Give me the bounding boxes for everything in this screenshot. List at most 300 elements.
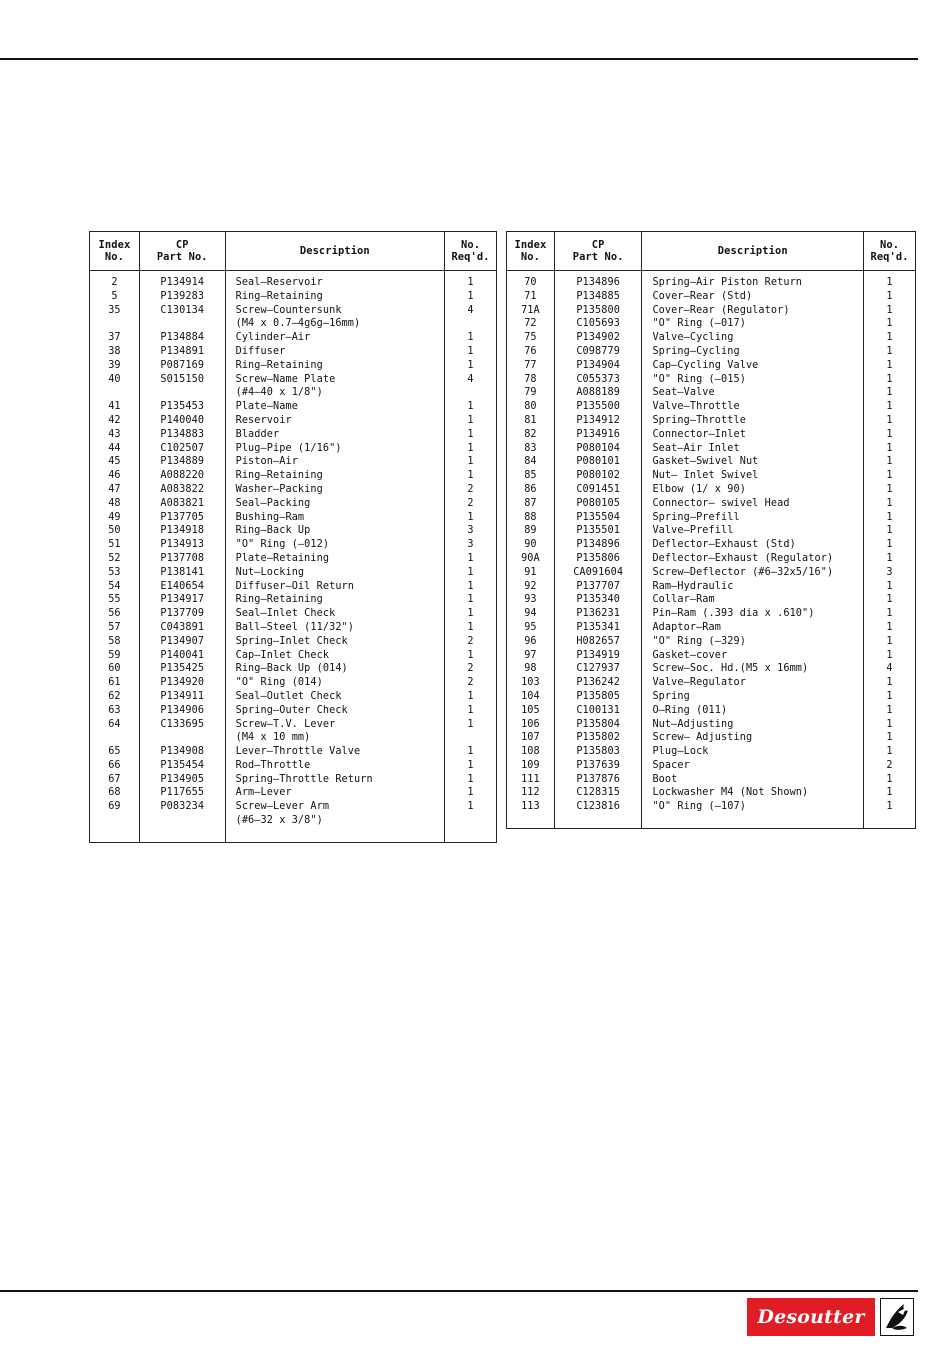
- table-row: [90, 800, 497, 842]
- description-cell: [225, 511, 444, 525]
- qty-cell: 1: [445, 552, 497, 566]
- qty-cell: 2: [445, 662, 497, 676]
- qty-cell: 1: [445, 400, 497, 414]
- description-cell: [225, 786, 444, 800]
- description-cell: [225, 290, 444, 304]
- qty-cell: 1: [864, 800, 916, 828]
- index-cell: 57: [108, 621, 121, 633]
- description-line: Valve–Prefill: [652, 525, 734, 537]
- part-no-cell: P135806: [554, 552, 642, 566]
- index-cell: 112: [521, 787, 540, 799]
- qty-cell: 1: [864, 400, 916, 414]
- part-no-cell: P080104: [554, 442, 642, 456]
- qty-cell: 1: [445, 580, 497, 594]
- index-cell: 54: [108, 580, 121, 592]
- index-cell: 5: [111, 290, 118, 302]
- qty-cell: 1: [864, 290, 916, 304]
- table-row: [90, 271, 497, 290]
- index-cell: 82: [524, 428, 537, 440]
- qty-cell: 1: [864, 345, 916, 359]
- index-cell: 107: [521, 732, 540, 744]
- description-cell: [642, 566, 864, 580]
- index-cell: 60: [108, 663, 121, 675]
- part-no-cell: P083234: [139, 800, 225, 842]
- logo-red-box: [747, 1298, 875, 1336]
- qty-cell: 1: [445, 455, 497, 469]
- index-cell: 72: [524, 318, 537, 330]
- description-cell: [642, 511, 864, 525]
- table-row: [90, 524, 497, 538]
- description-cell: [225, 704, 444, 718]
- part-no-cell: P134912: [554, 414, 642, 428]
- description-cell: [642, 331, 864, 345]
- description-line: Spring–Air Piston Return: [652, 277, 803, 288]
- description-line: Piston–Air: [235, 456, 298, 468]
- index-cell: 89: [524, 525, 537, 537]
- description-cell: [642, 635, 864, 649]
- description-line: Spacer: [652, 759, 690, 771]
- description-cell: [642, 580, 864, 594]
- qty-cell: 1: [445, 745, 497, 759]
- qty-cell: 1: [864, 690, 916, 704]
- part-no-cell: P134911: [139, 690, 225, 704]
- table-row: [507, 690, 916, 704]
- table-row: [90, 373, 497, 401]
- header-qty: No. Req'd.: [864, 232, 916, 271]
- index-cell: 67: [108, 773, 121, 785]
- index-cell: 66: [108, 759, 121, 771]
- qty-cell: 1: [864, 497, 916, 511]
- table-row: [90, 704, 497, 718]
- description-line: Lever–Throttle Valve: [235, 746, 361, 758]
- description-line: Elbow (1/ x 90): [652, 483, 746, 495]
- description-line: Boot: [652, 773, 678, 785]
- qty-cell: 1: [864, 304, 916, 318]
- description-line: Screw– Adjusting: [652, 732, 753, 744]
- qty-cell: 1: [445, 800, 497, 842]
- index-cell: 61: [108, 677, 121, 689]
- qty-cell: 1: [864, 317, 916, 331]
- header-rule: [0, 58, 918, 60]
- table-row: [90, 566, 497, 580]
- table-row: [507, 469, 916, 483]
- index-cell: 69: [108, 801, 121, 813]
- description-cell: [225, 745, 444, 759]
- index-cell: 53: [108, 566, 121, 578]
- part-no-cell: P134905: [139, 773, 225, 787]
- qty-cell: 1: [864, 469, 916, 483]
- description-cell: [642, 469, 864, 483]
- description-cell: [642, 538, 864, 552]
- description-cell: [642, 400, 864, 414]
- index-cell: 68: [108, 787, 121, 799]
- qty-cell: 1: [864, 538, 916, 552]
- description-cell: [642, 428, 864, 442]
- description-cell: [642, 759, 864, 773]
- description-line: Ring–Back Up: [235, 525, 311, 537]
- description-cell: [642, 662, 864, 676]
- description-cell: [225, 414, 444, 428]
- description-cell: [642, 304, 864, 318]
- description-cell: [642, 345, 864, 359]
- part-no-cell: P080102: [554, 469, 642, 483]
- index-cell: 52: [108, 552, 121, 564]
- table-row: [507, 345, 916, 359]
- table-row: [90, 552, 497, 566]
- table-row: [90, 649, 497, 663]
- index-cell: 84: [524, 456, 537, 468]
- table-row: [507, 704, 916, 718]
- part-no-cell: P135803: [554, 745, 642, 759]
- description-detail-line: (#6–32 x 3/8"): [235, 815, 323, 827]
- qty-cell: 1: [445, 345, 497, 359]
- part-no-cell: P135804: [554, 718, 642, 732]
- description-detail-line: (#4–40 x 1/8"): [235, 387, 323, 399]
- table-row: [90, 331, 497, 345]
- part-no-cell: P136231: [554, 607, 642, 621]
- part-no-cell: P135802: [554, 731, 642, 745]
- logo-wordmark: Desoutter: [757, 1306, 865, 1328]
- table-row: [507, 304, 916, 318]
- table-row: [507, 745, 916, 759]
- table-row: [90, 442, 497, 456]
- table-row: [507, 607, 916, 621]
- qty-cell: 1: [864, 386, 916, 400]
- qty-cell: 1: [864, 593, 916, 607]
- qty-cell: 1: [864, 271, 916, 290]
- description-cell: [642, 593, 864, 607]
- table-row: [507, 290, 916, 304]
- qty-cell: 1: [864, 745, 916, 759]
- part-no-cell: A083822: [139, 483, 225, 497]
- description-line: Gasket–Swivel Nut: [652, 456, 759, 468]
- description-line: "O" Ring (–015): [652, 373, 746, 385]
- table-row: [507, 649, 916, 663]
- qty-cell: 1: [445, 773, 497, 787]
- part-no-cell: P134908: [139, 745, 225, 759]
- description-line: Cap–Cycling Valve: [652, 359, 759, 371]
- description-cell: [225, 635, 444, 649]
- part-no-cell: P137705: [139, 511, 225, 525]
- table-row: [90, 690, 497, 704]
- qty-cell: 1: [864, 704, 916, 718]
- header-index: Index No.: [507, 232, 555, 271]
- description-cell: [225, 690, 444, 704]
- description-cell: [642, 690, 864, 704]
- table-row: [90, 469, 497, 483]
- part-no-cell: C091451: [554, 483, 642, 497]
- description-cell: [225, 552, 444, 566]
- description-line: Ring–Retaining: [235, 290, 323, 302]
- index-cell: 103: [521, 677, 540, 689]
- part-no-cell: P137708: [139, 552, 225, 566]
- index-cell: 55: [108, 594, 121, 606]
- index-cell: 37: [108, 332, 121, 344]
- table-row: [90, 290, 497, 304]
- description-cell: [225, 538, 444, 552]
- table-row: [90, 593, 497, 607]
- description-line: O–Ring (011): [652, 704, 728, 716]
- table-row: [507, 800, 916, 828]
- description-line: Seal–Reservoir: [235, 277, 323, 288]
- description-line: "O" Ring (–017): [652, 318, 746, 330]
- description-line: Seal–Outlet Check: [235, 690, 342, 702]
- table-row: [90, 428, 497, 442]
- index-cell: 45: [108, 456, 121, 468]
- index-cell: 47: [108, 483, 121, 495]
- part-no-cell: P134906: [139, 704, 225, 718]
- qty-cell: 4: [445, 373, 497, 401]
- part-no-cell: P134916: [554, 428, 642, 442]
- index-cell: 88: [524, 511, 537, 523]
- table-row: [507, 773, 916, 787]
- table-header-row: [507, 232, 916, 271]
- description-line: Seat–Valve: [652, 387, 715, 399]
- index-cell: 78: [524, 373, 537, 385]
- description-detail-line: (M4 x 0.7–4g6g–16mm): [235, 318, 361, 330]
- qty-cell: 3: [864, 566, 916, 580]
- table-row: [90, 718, 497, 746]
- part-no-cell: P135341: [554, 621, 642, 635]
- qty-cell: 1: [864, 676, 916, 690]
- table-row: [90, 483, 497, 497]
- part-no-cell: P134904: [554, 359, 642, 373]
- index-cell: 50: [108, 525, 121, 537]
- qty-cell: 1: [445, 271, 497, 290]
- description-cell: [642, 773, 864, 787]
- parts-table-left: [89, 231, 497, 843]
- qty-cell: 1: [864, 649, 916, 663]
- part-no-cell: P137709: [139, 607, 225, 621]
- table-row: [507, 414, 916, 428]
- table-row: [507, 317, 916, 331]
- description-line: Cover–Rear (Std): [652, 290, 753, 302]
- part-no-cell: P140041: [139, 649, 225, 663]
- index-cell: 44: [108, 442, 121, 454]
- description-cell: [225, 304, 444, 332]
- description-line: Valve–Cycling: [652, 332, 734, 344]
- index-cell: 98: [524, 663, 537, 675]
- table-row: [507, 271, 916, 290]
- part-no-cell: P134919: [554, 649, 642, 663]
- description-cell: [642, 731, 864, 745]
- description-cell: [225, 649, 444, 663]
- part-no-cell: P134884: [139, 331, 225, 345]
- description-cell: [642, 386, 864, 400]
- description-line: Nut–Locking: [235, 566, 305, 578]
- qty-cell: 2: [445, 497, 497, 511]
- description-line: Spring–Cycling: [652, 345, 740, 357]
- table-row: [90, 580, 497, 594]
- description-cell: [642, 442, 864, 456]
- table-row: [507, 731, 916, 745]
- qty-cell: 1: [864, 455, 916, 469]
- description-line: Spring: [652, 690, 690, 702]
- header-index: Index No.: [90, 232, 140, 271]
- qty-cell: 2: [445, 635, 497, 649]
- description-line: Collar–Ram: [652, 594, 715, 606]
- part-no-cell: P135504: [554, 511, 642, 525]
- description-line: Valve–Throttle: [652, 401, 740, 413]
- part-no-cell: P137876: [554, 773, 642, 787]
- description-cell: [225, 497, 444, 511]
- part-no-cell: A088220: [139, 469, 225, 483]
- table-row: [507, 483, 916, 497]
- description-line: "O" Ring (014): [235, 677, 323, 689]
- description-cell: [642, 497, 864, 511]
- qty-cell: 1: [864, 635, 916, 649]
- description-line: Cylinder–Air: [235, 332, 311, 344]
- description-line: Ball–Steel (11/32"): [235, 621, 355, 633]
- description-line: Ring–Retaining: [235, 359, 323, 371]
- part-no-cell: P135454: [139, 759, 225, 773]
- index-cell: 108: [521, 746, 540, 758]
- qty-cell: 1: [445, 593, 497, 607]
- part-no-cell: P087169: [139, 359, 225, 373]
- index-cell: 77: [524, 359, 537, 371]
- index-cell: 35: [108, 304, 121, 316]
- table-row: [507, 759, 916, 773]
- index-cell: 58: [108, 635, 121, 647]
- description-line: Seat–Air Inlet: [652, 442, 740, 454]
- description-line: Bladder: [235, 428, 280, 440]
- index-cell: 97: [524, 649, 537, 661]
- part-no-cell: P135805: [554, 690, 642, 704]
- table-row: [90, 773, 497, 787]
- qty-cell: 1: [445, 690, 497, 704]
- table-row: [90, 759, 497, 773]
- index-cell: 94: [524, 608, 537, 620]
- qty-cell: 1: [445, 718, 497, 746]
- table-row: [90, 455, 497, 469]
- index-cell: 111: [521, 773, 540, 785]
- index-cell: 51: [108, 539, 121, 551]
- description-cell: [642, 607, 864, 621]
- table-row: [90, 538, 497, 552]
- part-no-cell: A083821: [139, 497, 225, 511]
- description-cell: [225, 759, 444, 773]
- description-cell: [225, 566, 444, 580]
- table-row: [90, 607, 497, 621]
- description-line: Cap–Inlet Check: [235, 649, 330, 661]
- index-cell: 43: [108, 428, 121, 440]
- description-line: Screw–Countersunk: [235, 304, 342, 316]
- description-line: Deflector–Exhaust (Regulator): [652, 552, 834, 564]
- table-row: [90, 786, 497, 800]
- description-cell: [225, 662, 444, 676]
- description-cell: [225, 400, 444, 414]
- description-cell: [642, 649, 864, 663]
- description-line: "O" Ring (–107): [652, 801, 746, 813]
- description-cell: [225, 442, 444, 456]
- part-no-cell: P134913: [139, 538, 225, 552]
- part-no-cell: C043891: [139, 621, 225, 635]
- qty-cell: 1: [864, 580, 916, 594]
- description-cell: [225, 773, 444, 787]
- description-line: Nut–Adjusting: [652, 718, 734, 730]
- description-cell: [225, 621, 444, 635]
- index-cell: 106: [521, 718, 540, 730]
- table-row: [507, 497, 916, 511]
- description-cell: [225, 580, 444, 594]
- description-cell: [225, 718, 444, 746]
- index-cell: 59: [108, 649, 121, 661]
- qty-cell: 1: [864, 483, 916, 497]
- qty-cell: 1: [445, 566, 497, 580]
- description-cell: [225, 469, 444, 483]
- part-no-cell: S015150: [139, 373, 225, 401]
- index-cell: 71A: [521, 304, 540, 316]
- description-line: Plate–Name: [235, 401, 298, 413]
- qty-cell: 1: [864, 442, 916, 456]
- qty-cell: 1: [864, 552, 916, 566]
- description-line: "O" Ring (–329): [652, 635, 746, 647]
- part-no-cell: C105693: [554, 317, 642, 331]
- part-no-cell: P134920: [139, 676, 225, 690]
- index-cell: 93: [524, 594, 537, 606]
- qty-cell: 1: [445, 428, 497, 442]
- index-cell: 65: [108, 746, 121, 758]
- description-line: Screw–Lever Arm: [235, 801, 330, 813]
- qty-cell: 1: [864, 786, 916, 800]
- description-cell: [642, 745, 864, 759]
- description-cell: [225, 345, 444, 359]
- part-no-cell: P080101: [554, 455, 642, 469]
- description-line: Lockwasher M4 (Not Shown): [652, 787, 809, 799]
- table-row: [507, 718, 916, 732]
- qty-cell: 1: [864, 524, 916, 538]
- part-no-cell: C127937: [554, 662, 642, 676]
- qty-cell: 1: [445, 704, 497, 718]
- description-cell: [642, 271, 864, 290]
- part-no-cell: H082657: [554, 635, 642, 649]
- description-line: Spring–Throttle: [652, 414, 746, 426]
- index-cell: 86: [524, 483, 537, 495]
- description-detail-line: (M4 x 10 mm): [235, 732, 311, 744]
- description-cell: [642, 373, 864, 387]
- table-row: [507, 662, 916, 676]
- qty-cell: 2: [445, 483, 497, 497]
- qty-cell: 4: [445, 304, 497, 332]
- part-no-cell: P135501: [554, 524, 642, 538]
- part-no-cell: P134889: [139, 455, 225, 469]
- description-line: Plate–Retaining: [235, 552, 330, 564]
- description-cell: [225, 800, 444, 842]
- table-row: [507, 331, 916, 345]
- index-cell: 2: [111, 277, 118, 288]
- qty-cell: 1: [864, 373, 916, 387]
- description-cell: [225, 373, 444, 401]
- part-no-cell: P080105: [554, 497, 642, 511]
- description-line: Ring–Retaining: [235, 470, 323, 482]
- description-cell: [642, 317, 864, 331]
- part-no-cell: C130134: [139, 304, 225, 332]
- description-line: Plug–Lock: [652, 746, 709, 758]
- qty-cell: 1: [445, 359, 497, 373]
- table-row: [507, 428, 916, 442]
- description-cell: [642, 290, 864, 304]
- description-cell: [642, 621, 864, 635]
- qty-cell: 1: [445, 621, 497, 635]
- description-line: Nut– Inlet Swivel: [652, 470, 759, 482]
- index-cell: 56: [108, 608, 121, 620]
- index-cell: 64: [108, 718, 121, 730]
- table-row: [507, 400, 916, 414]
- footer-rule: [0, 1290, 918, 1292]
- description-cell: [642, 718, 864, 732]
- description-line: Washer–Packing: [235, 483, 323, 495]
- description-line: Ring–Back Up (014): [235, 663, 348, 675]
